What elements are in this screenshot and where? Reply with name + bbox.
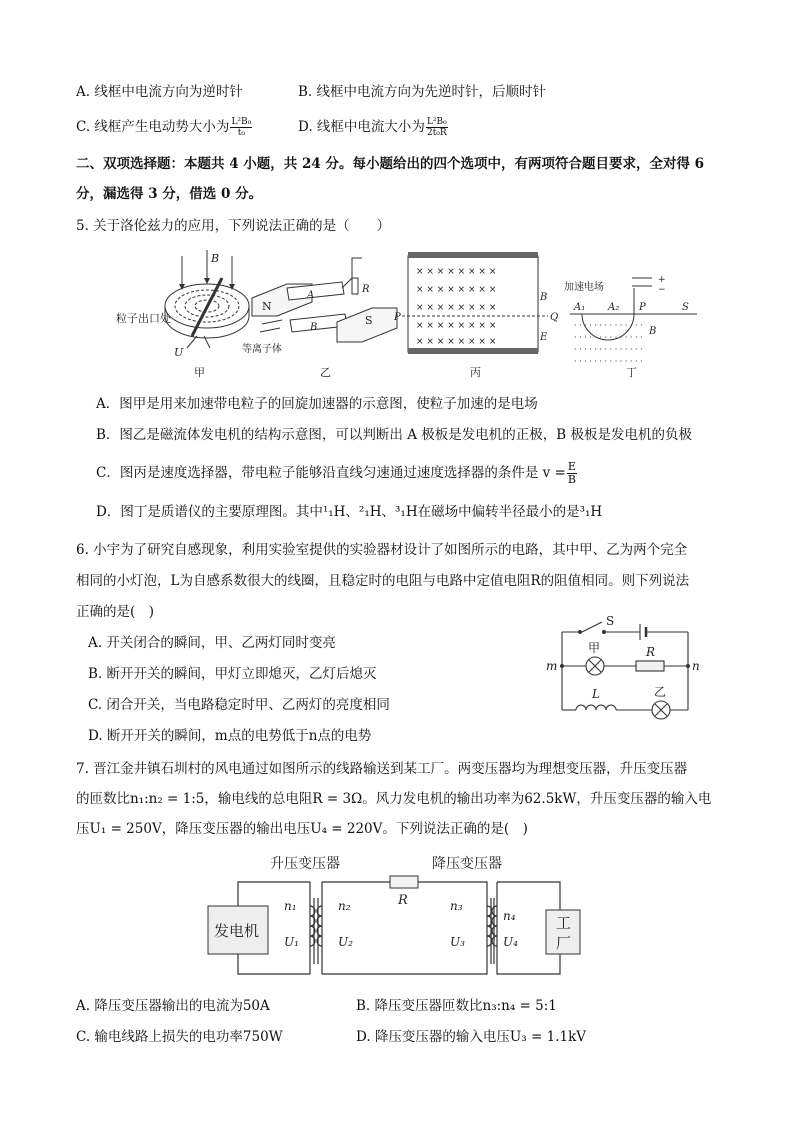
node-n-label: n <box>692 659 700 673</box>
particle-exit-label: 粒子出口处 <box>116 312 171 325</box>
velocity-q-label: Q <box>550 312 559 323</box>
velocity-selector-figure <box>393 252 558 379</box>
velocity-p-label: P <box>394 312 401 323</box>
node-m-label: m <box>546 659 558 673</box>
svg-text:× × × × × × × ×: × × × × × × × × <box>416 337 497 347</box>
svg-text:n₄: n₄ <box>503 909 516 923</box>
section2-line2: 分，漏选得 3 分，借选 0 分。 <box>76 186 263 202</box>
q7-stem-line2: 的匝数比n₁:n₂ = 1:5，输电线的总电阻R = 3Ω。风力发电机的输出功率为62.5kW，升压变压器的输入电 <box>76 791 712 807</box>
q6-stem-line1: 6. 小宇为了研究自感现象，利用实验室提供的实验器材设计了如图所示的电路，其中甲、乙为两个完全 <box>76 542 688 558</box>
svg-text:U₄: U₄ <box>503 935 518 949</box>
svg-text:× × × × × × × ×: × × × × × × × × <box>416 285 497 295</box>
svg-text:× × × × × × × ×: × × × × × × × × <box>416 303 497 313</box>
q7-option-c: C. 输电线路上损失的电功率750W <box>76 1029 283 1045</box>
inductor-l-label: L <box>592 687 600 701</box>
svg-text:−: − <box>658 285 666 295</box>
q4-option-a: A. 线框中电流方向为逆时针 <box>76 84 243 100</box>
svg-text:n₂: n₂ <box>338 899 351 913</box>
q4-c-fraction <box>230 117 252 138</box>
mass-spectrometer-figure <box>564 275 697 379</box>
frac-denominator: B <box>567 473 576 486</box>
resistor-r-label: R <box>362 284 370 295</box>
figure-bing-label: 丙 <box>470 366 481 379</box>
svg-text:+: + <box>658 275 666 285</box>
frac-numerator: E <box>567 460 576 473</box>
velocity-e-label: E <box>540 332 548 343</box>
svg-text:U₁: U₁ <box>284 935 299 949</box>
line-resistor-label: R <box>398 893 408 908</box>
figure-yi-label: 乙 <box>320 366 331 379</box>
svg-text:U₃: U₃ <box>450 935 465 949</box>
q6-stem-line2: 相同的小灯泡，L为自感系数很大的线圈，且稳定时的电阻与电路中定值电阻R的阻值相同。则下列说法 <box>76 573 690 589</box>
svg-text:× × × × × × × ×: × × × × × × × × <box>416 267 497 277</box>
q4-option-b: B. 线框中电流方向为先逆时针，后顺时针 <box>298 84 547 100</box>
q7-stem-line3: 压U₁ = 250V，降压变压器的输出电压U₄ = 220V。下列说法正确的是( ) <box>76 821 528 837</box>
q5-c-fraction <box>567 461 577 486</box>
q7-transmission-diagram <box>200 848 600 983</box>
frac-numerator: L²B₀ <box>426 117 447 127</box>
q6-circuit-diagram <box>540 610 720 730</box>
frac-denominator: 2t₀R <box>426 128 447 138</box>
svg-text:S: S <box>682 302 689 313</box>
q5-figures <box>112 248 702 388</box>
step-down-label: 降压变压器 <box>432 856 502 872</box>
q5-option-d: D．图丁是质谱仪的主要原理图。其中¹₁H、²₁H、³₁H在磁场中偏转半径最小的是³₁H <box>96 504 603 520</box>
svg-text:P: P <box>639 302 646 313</box>
q6-option-b: B. 断开开关的瞬间，甲灯立即熄灭，乙灯后熄灭 <box>88 666 377 682</box>
svg-text:· · · · · · · · · · · · · ·: · · · · · · · · · · · · · · <box>574 357 643 366</box>
q7-option-a: A. 降压变压器输出的电流为50A <box>76 998 270 1014</box>
cyclotron-figure <box>116 250 249 379</box>
q5-option-c <box>96 461 578 486</box>
plasma-label: 等离子体 <box>242 344 282 355</box>
svg-text:n₃: n₃ <box>450 899 463 913</box>
velocity-b-label: B <box>540 292 548 303</box>
svg-text:· · · · · · · · · · · · · ·: · · · · · · · · · · · · · · <box>574 321 643 330</box>
q7-stem-line1: 7. 晋江金井镇石圳村的风电通过如图所示的线路输送到某工厂。两变压器均为理想变压器，升压变压器 <box>76 761 688 777</box>
q5-option-a: A．图甲是用来加速带电粒子的回旋加速器的示意图，使粒子加速的是电场 <box>96 396 538 412</box>
factory-label-1: 工 <box>556 914 572 932</box>
svg-text:B: B <box>310 322 318 333</box>
svg-text:n₁: n₁ <box>284 899 297 913</box>
svg-text:B: B <box>649 326 657 337</box>
plate-a-label: A <box>307 290 315 301</box>
lamp-yi-label: 乙 <box>654 685 667 699</box>
q6-option-d: D. 断开开关的瞬间，m点的电势低于n点的电势 <box>88 728 372 744</box>
lamp-jia-label: 甲 <box>588 641 601 655</box>
svg-text:· · · · · · · · · · · · · ·: · · · · · · · · · · · · · · <box>574 333 643 342</box>
svg-text:A₂: A₂ <box>608 302 620 313</box>
figure-ding-label: 丁 <box>626 366 637 379</box>
pole-s-label: S <box>365 314 373 327</box>
frac-numerator: L²B₀ <box>231 117 252 127</box>
cyclotron-b-label: B <box>211 252 220 265</box>
generator-label: 发电机 <box>214 922 260 940</box>
svg-text:A₁: A₁ <box>574 302 586 313</box>
q7-option-b: B. 降压变压器匝数比n₃:n₄ = 5:1 <box>356 998 557 1014</box>
svg-text:× × × × × × × ×: × × × × × × × × <box>416 321 497 331</box>
step-up-label: 升压变压器 <box>270 856 340 872</box>
q4-d-fraction <box>426 117 448 138</box>
q5-option-c-text: C．图丙是速度选择器，带电粒子能够沿直线匀速通过速度选择器的条件是 v = <box>96 465 566 481</box>
pole-n-label: N <box>262 300 272 313</box>
switch-s-label: S <box>606 614 615 628</box>
q6-option-c: C. 闭合开关，当电路稳定时甲、乙两灯的亮度相同 <box>88 697 390 713</box>
q4-option-c <box>76 117 253 138</box>
acc-field-label: 加速电场 <box>564 282 604 293</box>
figure-jia-label: 甲 <box>194 366 205 379</box>
svg-text:U₂: U₂ <box>338 935 353 949</box>
mhd-generator-figure <box>242 258 397 379</box>
q4-option-c-text: C. 线框产生电动势大小为 <box>76 119 230 135</box>
resistor-r-label: R <box>646 645 656 659</box>
svg-text:· · · · · · · · · · · · · ·: · · · · · · · · · · · · · · <box>574 345 643 354</box>
q4-option-d-text: D. 线框中电流大小为 <box>298 119 425 135</box>
line-resistor <box>390 876 418 888</box>
q4-option-d <box>298 117 449 138</box>
q5-option-b: B．图乙是磁流体发电机的结构示意图，可以判断出 A 极板是发电机的正极，B 极板是发电机的负极 <box>96 427 692 443</box>
cyclotron-u-label: U <box>174 346 184 359</box>
q7-option-d: D. 降压变压器的输入电压U₃ = 1.1kV <box>356 1029 587 1045</box>
q5-stem: 5. 关于洛伦兹力的应用，下列说法正确的是（ ） <box>76 218 391 234</box>
q6-stem-line3: 正确的是( ) <box>76 604 155 620</box>
section2-line1: 二、双项选择题：本题共 4 小题，共 24 分。每小题给出的四个选项中，有两项符合题目要求，全对得 6 <box>76 156 705 172</box>
frac-denominator: t₀ <box>237 128 245 138</box>
factory-label-2: 厂 <box>556 934 572 952</box>
q6-option-a: A. 开关闭合的瞬间，甲、乙两灯同时变亮 <box>88 635 336 651</box>
